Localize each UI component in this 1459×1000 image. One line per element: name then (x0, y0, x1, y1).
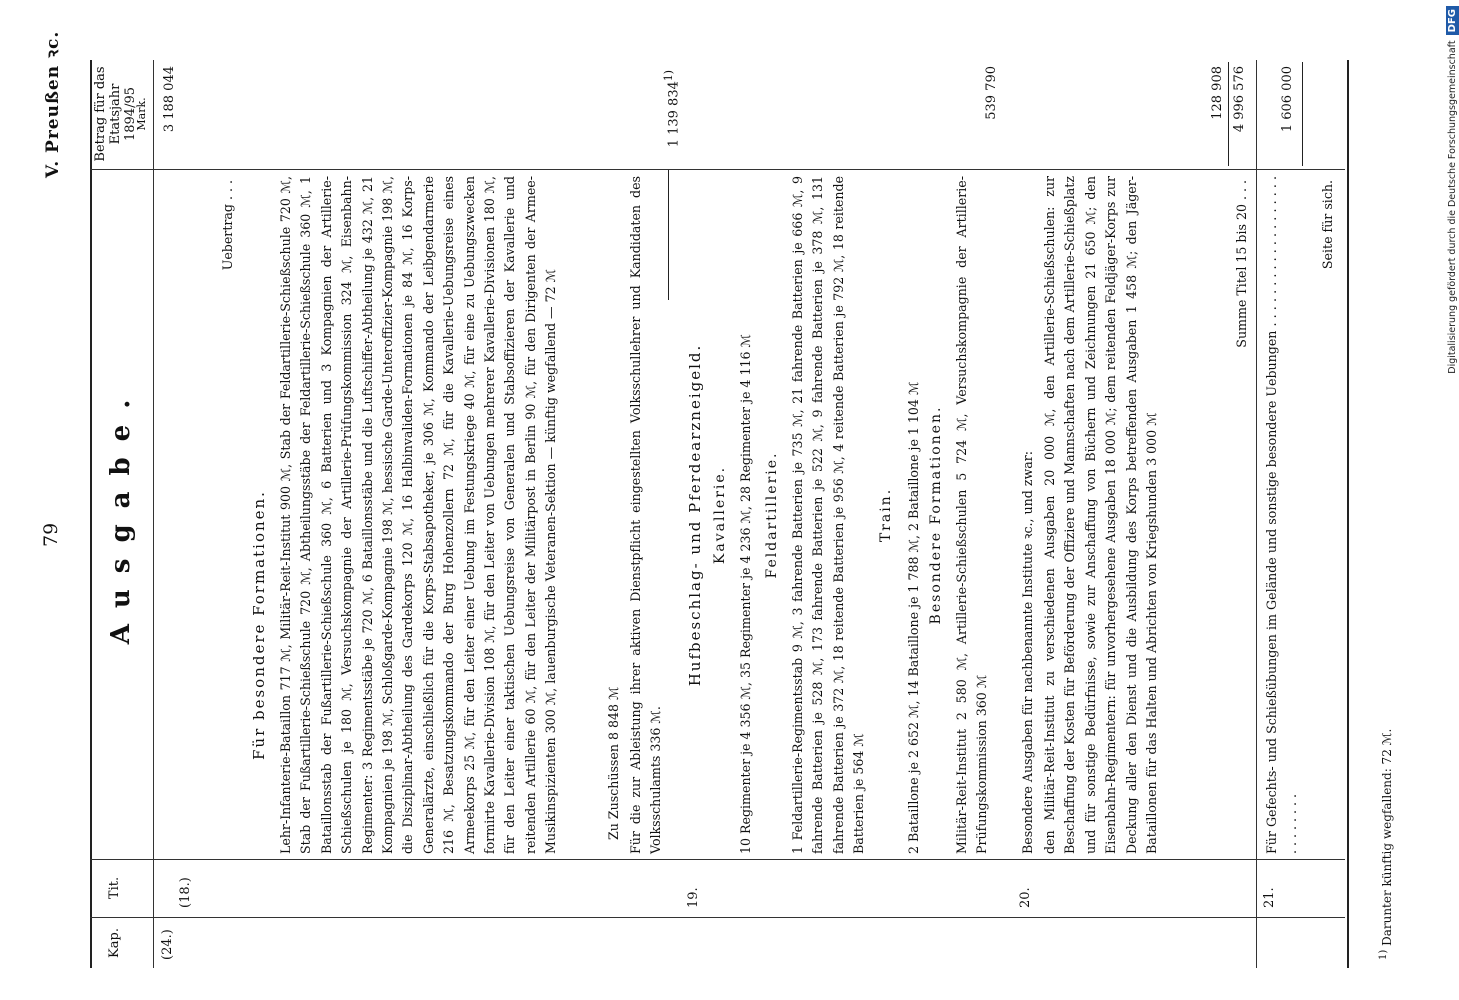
column-header-tit: Tit. (107, 876, 122, 900)
uebungen-text: Für Gefechts- und Schießübungen im Gelände und sonstige besondere Uebungen . . . . . . . . . . . . . . . . . . . . . . . . . . . (1264, 176, 1300, 854)
dfg-credit-text: Digitalisierung gefördert durch die Deutsche Forschungsgemeinschaft (1447, 40, 1458, 374)
footnote-ref: 1) (662, 70, 675, 82)
page-number: 79 (40, 522, 62, 547)
kavallerie-text: 10 Regimenter je 4 356 ℳ, 35 Regimenter je 4 236 ℳ, 28 Regimenter je 4 116 ℳ (738, 334, 753, 854)
column-divider (90, 917, 1345, 918)
column-divider (90, 169, 1345, 170)
kap-number: (24.) (160, 929, 175, 960)
train-text: 2 Bataillone je 2 652 ℳ, 14 Bataillone je 1 788 ℳ, 2 Bataillone je 1 104 ℳ (906, 381, 921, 854)
header-rule (153, 60, 154, 968)
footnote (1378, 60, 1394, 960)
title-18-total (662, 70, 681, 174)
kavallerie-heading: Kavallerie. (712, 465, 728, 565)
zuschuss-text: Für die zur Ableistung ihrer aktiven Dienstpflicht eingestellten Volksschullehrer und Kandidaten des Volksschulamts 336 ℳ. (628, 176, 664, 854)
footnote-text: Darunter künftig wegfallend: 72 ℳ. (1380, 728, 1394, 946)
feldartillerie-heading: Feldartillerie. (764, 451, 780, 579)
sum-rule (1228, 62, 1229, 166)
tit-number: (18.) (178, 877, 193, 908)
summe-value: 4 996 576 (1232, 66, 1247, 133)
title-19-total: 539 790 (984, 66, 999, 120)
title-21-total: 1 606 000 (1280, 66, 1295, 133)
dfg-watermark (1440, 6, 1459, 996)
tit-number: 19. (686, 887, 701, 908)
column-header-ausgabe: Ausgabe. (106, 383, 136, 645)
running-head: V. Preußen ꝛc. (43, 30, 63, 178)
train-heading: Train. (878, 487, 894, 543)
column-header-amount: Betrag für das Etatsjahr 1894/95 (93, 66, 138, 162)
section-heading: Hufbeschlag- und Pferdearzneigeld. (686, 343, 704, 687)
title-20-total: 128 908 (1210, 66, 1225, 120)
column-header-kap: Kap. (107, 928, 122, 958)
feldartillerie-text: 1 Feldartillerie-Regimentsstab 9 ℳ, 3 fahrende Batterien je 735 ℳ, 21 fahrende Batterien je 666 ℳ, 9 fahrende Batterien je 528 ℳ, 173 fahrende Batterien je 522 ℳ, 9 fahrende Batterien je 378 ℳ, 131 fahrende Batterien je 372 ℳ, 18 reitende Batterien je 956 ℳ, 4 reitende Batterien je 792 ℳ, 18 reitende Batterien je 564 ℳ (790, 176, 867, 854)
section-heading: Für besondere Formationen. (250, 490, 268, 760)
institute-text: den Militär-Reit-Institut zu verschiedenen Ausgaben 20 000 ℳ, den Artillerie-Schießschulen: zur Beschaffung der Kosten für Beförderung der Offiziere und Mannschaften nach dem Artillerie-Schießplatz und für sonstige Bedürfnisse, sowie zur Anschaffung von Büchern und Zeichnungen 21 650 ℳ; den Eisenbahn-Regimentern: für unvorhergesehene Ausgaben 18 000 ℳ; dem reitenden Feldjäger-Korps zur Deckung aller den Dienst und die Ausbildung des Korps betreffenden Ausgaben 1 458 ℳ; den Jäger-Bataillonen für das Halten und Abrichten von Kriegshunden 3 000 ℳ (1042, 176, 1160, 854)
zuschuss-label: Zu Zuschüssen 8 848 ℳ (606, 686, 621, 840)
besondere-formationen-text: Militär-Reit-Institut 2 580 ℳ, Artillerie-Schießschulen 5 724 ℳ, Versuchskompagnie der Artillerie-Prüfungskommission 360 ℳ (954, 176, 990, 854)
besondere-formationen-heading: Besondere Formationen. (928, 405, 944, 625)
tit-number: 21. (1262, 887, 1277, 908)
sum-rule (668, 170, 669, 300)
seite-fuer-sich: Seite für sich. (1320, 180, 1335, 270)
summe-label: Summe Titel 15 bis 20 . . . (1234, 180, 1249, 348)
section-heading: Besondere Ausgaben für nachbenannte Institute ꝛc., und zwar: (1020, 450, 1035, 854)
uebertrag-value: 3 188 044 (162, 66, 177, 133)
formations-text: Lehr-Infanterie-Bataillon 717 ℳ, Militär-Reit-Institut 900 ℳ, Stab der Feldartillerie-Schießschule 720 ℳ, Stab der Fußartillerie-Schießschule 720 ℳ, Abtheilungsstäbe der Feldartillerie-Schießschule 360 ℳ, 1 Bataillonsstab der Fußartillerie-Schießschule 360 ℳ, 6 Batterien und 3 Kompagnien der Artillerie-Schießschulen je 180 ℳ, Versuchskompagnie der Artillerie-Prüfungskommission 324 ℳ, Eisenbahn-Regimenter: 3 Regimentsstäbe je 720 ℳ, 6 Bataillonsstäbe und die Luftschiffer-Abtheilung je 432 ℳ, 21 Kompagnien je 198 ℳ, Schloßgarde-Kompagnie 198 ℳ, hessische Garde-Unteroffizier-Kompagnie 198 ℳ, die Disziplinar-Abtheilung des Gardekorps 120 ℳ, 16 Halbinvaliden-Formationen je 84 ℳ, 16 Korps-Generalärzte, einschließlich für die Korps-Stabsapotheker, je 306 ℳ, Kommando der Leibgendarmerie 216 ℳ, Besatzungskommando der Burg Hohenzollern 72 ℳ, für die Kavallerie-Uebungsreise eines Armeekorps 25 ℳ, für den Leiter einer Uebung im Festungskriege 40 ℳ, für eine zu Uebungszwecken formirte Kavallerie-Division 108 ℳ, für den Leiter von Uebungen mehrerer Kavallerie-Divisionen 180 ℳ, für den Leiter einer taktischen Uebungsreise von Generalen und Stabsoffizieren der Kavallerie und reitenden Artillerie 60 ℳ, für den Leiter der Militärpost in Berlin 90 ℳ, für den Dirigenten der Armee-Musikinspizienten 300 ℳ, lauenburgische Veteranen-Sektion — künftig wegfallend — 72 ℳ (278, 176, 559, 854)
sum-rule (1302, 62, 1303, 166)
dfg-logo: DFG (1446, 6, 1459, 35)
tit-number: 20. (1018, 887, 1033, 908)
footnote-mark: 1) (1378, 949, 1389, 960)
uebertrag-label: Uebertrag . . . (220, 180, 235, 271)
column-header-unit: Mark. (135, 97, 148, 131)
row-rule (1256, 60, 1257, 968)
column-divider (90, 859, 1345, 860)
title-18-total-value: 1 139 834 (666, 81, 682, 148)
